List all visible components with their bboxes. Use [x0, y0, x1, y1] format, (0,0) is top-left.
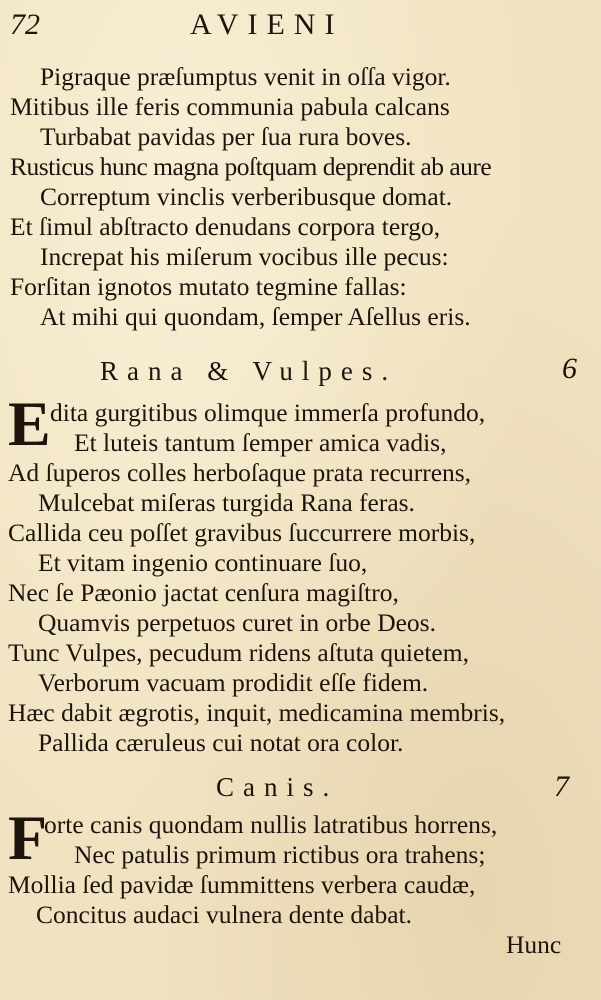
- verse-line: Hæc dabit ægrotis, inquit, medicamina membris,: [8, 698, 506, 727]
- verse-line: Et ſimul abſtracto denudans corpora tergo,: [10, 212, 441, 241]
- verse-line: Pallida cæruleus cui notat ora color.: [38, 728, 404, 757]
- verse-line: Tunc Vulpes, pecudum ridens aſtuta quietem,: [8, 638, 469, 667]
- verse-line: Quamvis perpetuos curet in orbe Deos.: [38, 608, 436, 637]
- verse-line: Mulcebat miſeras turgida Rana feras.: [38, 488, 415, 517]
- drop-cap-initial: E: [8, 388, 51, 459]
- verse-line: Increpat his miſerum vocibus ille pecus:: [40, 242, 449, 271]
- catchword: Hunc: [506, 930, 562, 959]
- fable-number: 6: [562, 352, 577, 385]
- verse-line: Pigraque præſumptus venit in oſſa vigor.: [40, 62, 451, 91]
- verse-line: Rusticus hunc magna poſtquam deprendit ab aure: [10, 152, 492, 181]
- drop-cap-initial: F: [8, 802, 48, 873]
- verse-line: Mitibus ille feris communia pabula calcans: [10, 92, 450, 121]
- verse-line: Forſitan ignotos mutato tegmine fallas:: [10, 272, 407, 301]
- verse-line: orte canis quondam nullis latratibus horrens,: [44, 810, 498, 839]
- fable-number: 7: [554, 770, 569, 803]
- fable-title: Rana & Vulpes.: [100, 356, 398, 386]
- verse-line: Nec ſe Pæonio jactat cenſura magiſtro,: [8, 578, 399, 607]
- verse-line: Verborum vacuam prodidit eſſe fidem.: [38, 668, 429, 697]
- verse-line: Ad ſuperos colles herboſaque prata recurrens,: [8, 458, 472, 487]
- verse-line: Turbabat pavidas per ſua rura boves.: [40, 122, 412, 151]
- page-header: [0, 6, 601, 46]
- verse-line: Nec patulis primum rictibus ora trahens;: [74, 840, 486, 869]
- running-head: AVIENI: [190, 8, 344, 41]
- verse-line: Et vitam ingenio continuare ſuo,: [38, 548, 368, 577]
- fable-title: Canis.: [216, 772, 339, 802]
- verse-line: dita gurgitibus olimque immerſa profundo,: [50, 398, 486, 427]
- verse-line: Callida ceu poſſet gravibus ſuccurrere morbis,: [8, 518, 476, 547]
- verse-line: Correptum vinclis verberibusque domat.: [40, 182, 453, 211]
- verse-line: Mollia ſed pavidæ ſummittens verbera caudæ,: [8, 870, 476, 899]
- page-number: 72: [10, 8, 40, 41]
- verse-line: Et luteis tantum ſemper amica vadis,: [74, 428, 447, 457]
- verse-line: Concitus audaci vulnera dente dabat.: [36, 900, 412, 929]
- verse-line: At mihi qui quondam, ſemper Aſellus eris.: [40, 302, 471, 331]
